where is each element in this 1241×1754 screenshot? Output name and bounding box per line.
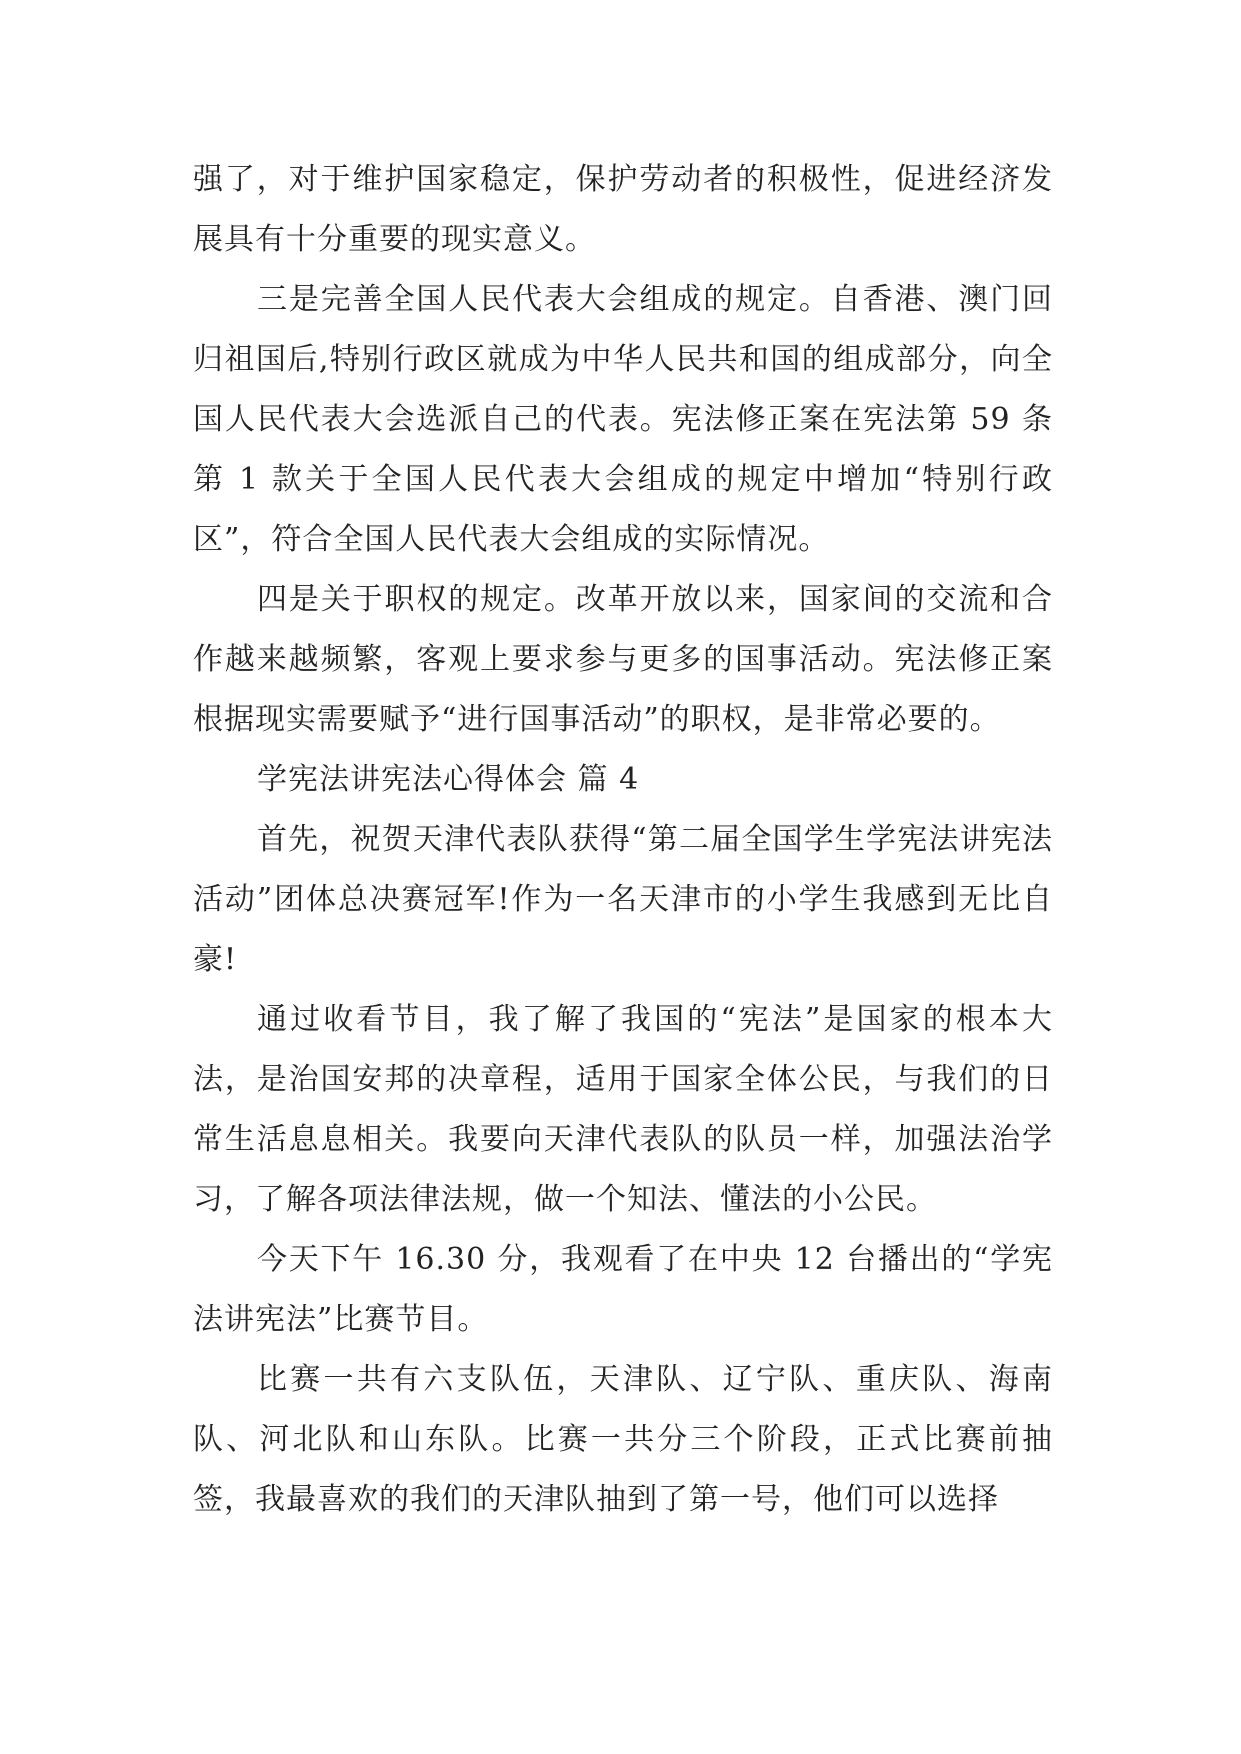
paragraph-competition: 比赛一共有六支队伍，天津队、辽宁队、重庆队、海南队、河北队和山东队。比赛一共分三个阶段，正式比赛前抽签，我最喜欢的我们的天津队抽到了第一号，他们可以选择 [193, 1362, 1053, 1517]
document-page [193, 150, 1053, 1530]
paragraph-state-affairs: 四是关于职权的规定。改革开放以来，国家间的交流和合作越来越频繁，客观上要求参与更多的国事活动。宪法修正案根据现实需要赋予“进行国事活动”的职权，是非常必要的。 [193, 582, 1053, 737]
paragraph-continuation: 强了，对于维护国家稳定，保护劳动者的积极性，促进经济发展具有十分重要的现实意义。 [193, 162, 1053, 257]
paragraph-learning: 通过收看节目，我了解了我国的“宪法”是国家的根本大法，是治国安邦的决章程，适用于国家全体公民，与我们的日常生活息息相关。我要向天津代表队的队员一样，加强法治学习，了解各项法律法规，做一个知法、懂法的小公民。 [193, 1002, 1053, 1217]
paragraph-watching: 今天下午 16.30 分，我观看了在中央 12 台播出的“学宪法讲宪法”比赛节目。 [193, 1242, 1053, 1337]
paragraph-npc-composition: 三是完善全国人民代表大会组成的规定。自香港、澳门回归祖国后,特别行政区就成为中华人民共和国的组成部分，向全国人民代表大会选派自己的代表。宪法修正案在宪法第 59 条第 1 款关于全国人民代表大会组成的规定中增加“特别行政区”，符合全国人民代表大会组成的实际情况。 [193, 282, 1053, 557]
paragraph-congratulations: 首先，祝贺天津代表队获得“第二届全国学生学宪法讲宪法活动”团体总决赛冠军!作为一名天津市的小学生我感到无比自豪! [193, 822, 1053, 977]
section-heading: 学宪法讲宪法心得体会 篇 4 [257, 762, 640, 797]
